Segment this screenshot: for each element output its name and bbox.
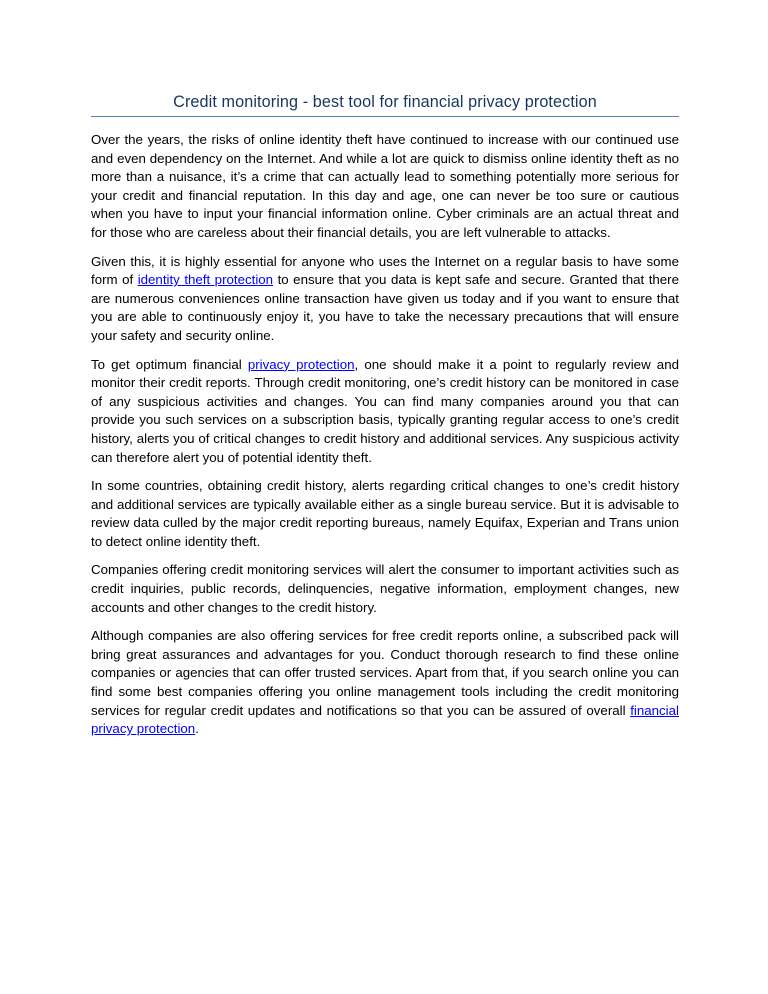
page-title: Credit monitoring - best tool for financial privacy protection bbox=[173, 93, 597, 111]
paragraph-identity-theft-protection bbox=[91, 253, 679, 346]
document-page bbox=[91, 92, 679, 749]
identity-theft-protection-link[interactable]: identity theft protection bbox=[137, 272, 274, 288]
paragraph-text: , one should make it a point to regularly review and monitor their credit reports. Through credit monitoring, one’s credit history can be monitored in case of any suspicious activities and changes. You can find many companies around you that can provide you such services on a subscription basis, typically granting regular access to one’s credit history, alerts you of critical changes to credit history and additional services. Any suspicious activity can therefore alert you of potential identity theft. bbox=[91, 356, 679, 465]
paragraph-conclusion bbox=[91, 627, 679, 739]
paragraph-credit-bureaus: In some countries, obtaining credit history, alerts regarding critical changes to one’s credit history and additional services are typically available either as a single bureau service. But it is advisable to review data culled by the major credit reporting bureaus, namely Equifax, Experian and Trans union to detect online identity theft. bbox=[91, 478, 679, 549]
paragraph-intro: Over the years, the risks of online identity theft have continued to increase with our continued use and even dependency on the Internet. And while a lot are quick to dismiss online identity theft as no more than a nuisance, it’s a crime that can actually lead to something potentially more serious for your credit and financial reputation. In this day and age, one can never be too sure or cautious when you have to input your financial information online. Cyber criminals are an actual threat and for those who are careless about their financial details, you are left vulnerable to attacks. bbox=[91, 132, 679, 240]
paragraph-text: to ensure that you data is kept safe and secure. Granted that there are numerous conveniences online transaction have given us today and if you want to ensure that you are able to continuously enjoy it, you have to take the necessary precautions that will ensure your safety and security online. bbox=[91, 272, 679, 343]
paragraph-privacy-protection bbox=[91, 356, 679, 468]
paragraph-text: Given this, it is highly essential for anyone who uses the Internet on a regular basis to have some form of bbox=[91, 253, 679, 288]
paragraph-monitoring-alerts: Companies offering credit monitoring services will alert the consumer to important activities such as credit inquiries, public records, delinquencies, negative information, employment changes, new accounts and other changes to the credit history. bbox=[91, 562, 679, 615]
paragraph-text: . bbox=[195, 721, 199, 737]
privacy-protection-link[interactable]: privacy protection bbox=[247, 356, 355, 372]
financial-privacy-protection-link[interactable]: financial privacy protection bbox=[91, 702, 679, 737]
title-block bbox=[91, 92, 679, 117]
paragraph-text: To get optimum financial bbox=[91, 356, 248, 372]
paragraph-text: Although companies are also offering services for free credit reports online, a subscribed pack will bring great assurances and advantages for you. Conduct thorough research to find these online companies or agencies that can offer trusted services. Apart from that, if you search online you can find some best companies offering you online management tools including the credit monitoring services for regular credit updates and notifications so that you can be assured of overall bbox=[91, 628, 679, 718]
